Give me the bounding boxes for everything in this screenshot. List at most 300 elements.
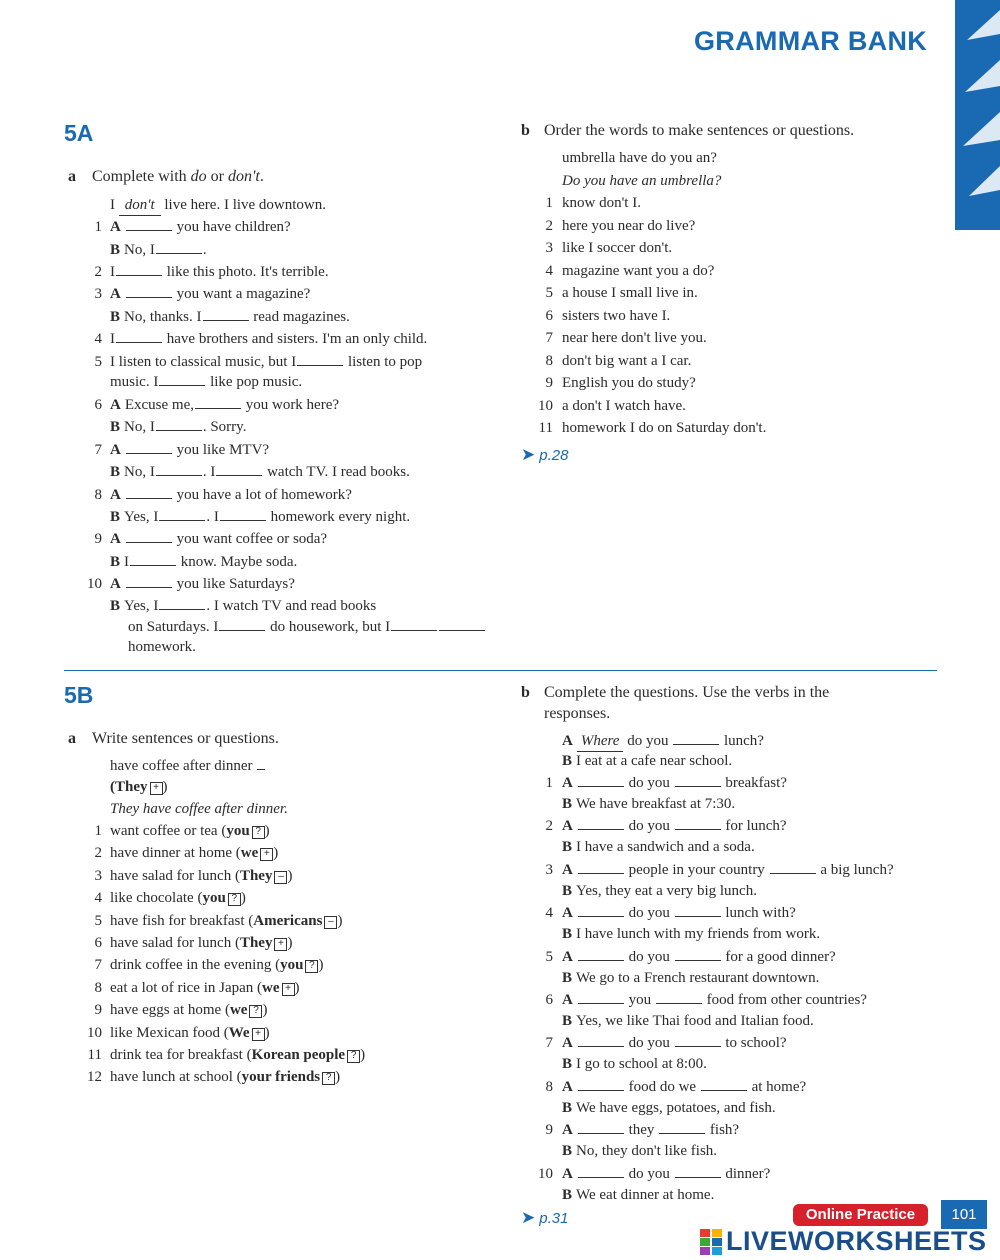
line-text: like this photo. It's terrible. bbox=[163, 264, 329, 280]
sign-box: ? bbox=[228, 893, 241, 906]
page-number: 101 bbox=[941, 1200, 987, 1229]
item-number: 9 bbox=[545, 375, 553, 391]
exercise-line bbox=[562, 794, 735, 814]
line-text: We have breakfast at 7:30. bbox=[576, 796, 736, 812]
speaker-label: B bbox=[110, 309, 121, 325]
item-number: 2 bbox=[94, 264, 102, 280]
item-number: 1 bbox=[94, 219, 102, 235]
answer-blank[interactable] bbox=[578, 1077, 624, 1091]
sign-box: ? bbox=[249, 1005, 262, 1018]
line-text: for lunch? bbox=[721, 818, 787, 835]
line-text: food from other countries? bbox=[702, 992, 867, 1008]
speaker-label: A bbox=[562, 905, 573, 922]
exercise-letter: b bbox=[521, 684, 530, 701]
speaker-label: B bbox=[562, 882, 573, 899]
line-text: Yes, we like Thai food and Italian food. bbox=[576, 1013, 814, 1029]
item-number: 7 bbox=[545, 330, 553, 346]
exercise-line: here you near do live? bbox=[562, 217, 696, 234]
line-text: lunch with? bbox=[721, 905, 796, 922]
exercise-line: have eggs at home (we ? ) bbox=[110, 1002, 268, 1019]
speaker-label: B bbox=[562, 1056, 573, 1073]
subject-word: your friends bbox=[241, 1069, 321, 1086]
answer-blank[interactable] bbox=[578, 1033, 624, 1047]
line-text: No, they don't like fish. bbox=[576, 1143, 718, 1160]
answer-blank[interactable] bbox=[195, 395, 241, 409]
sign-box: + bbox=[274, 938, 287, 951]
exercise-line: English you do study? bbox=[562, 375, 696, 391]
line-text: read magazines. bbox=[249, 309, 350, 325]
example-answer: They have coffee after dinner. bbox=[110, 801, 288, 817]
exercise-line bbox=[562, 947, 836, 967]
page-reference-link[interactable]: ➤ p.31 bbox=[521, 1208, 569, 1227]
item-number: 1 bbox=[94, 823, 102, 839]
exercise-line bbox=[562, 990, 867, 1010]
answer-blank[interactable] bbox=[156, 240, 202, 254]
line-text: I have lunch with my friends from work. bbox=[576, 926, 821, 943]
answer-blank[interactable] bbox=[391, 617, 437, 631]
speaker-label: B bbox=[110, 509, 121, 525]
exercise-line: have fish for breakfast (Americans – ) bbox=[110, 912, 343, 929]
exercise-instruction-line1: Complete the questions. Use the verbs in the bbox=[544, 684, 830, 701]
item-number: 10 bbox=[538, 397, 553, 414]
line-text: a big lunch? bbox=[816, 861, 894, 878]
sign-box: – bbox=[274, 871, 287, 884]
item-number: 3 bbox=[94, 286, 102, 302]
subject-word: They bbox=[239, 935, 273, 951]
exercise-line bbox=[110, 284, 310, 304]
answer-blank[interactable] bbox=[159, 596, 205, 610]
item-number: 10 bbox=[538, 1165, 553, 1182]
exercise-line: have dinner at home (we + ) bbox=[110, 845, 279, 862]
line-text: do you bbox=[624, 1035, 670, 1052]
answer-blank[interactable] bbox=[578, 860, 624, 874]
line-text: We eat dinner at home. bbox=[576, 1186, 715, 1203]
line-text: . I bbox=[206, 509, 219, 525]
line-text: like chocolate bbox=[110, 890, 198, 907]
answer-blank[interactable] bbox=[675, 903, 721, 917]
answer-blank[interactable] bbox=[578, 947, 624, 961]
speaker-label: A bbox=[110, 531, 121, 547]
sign-box: + bbox=[252, 1028, 265, 1041]
line-text: fish? bbox=[706, 1122, 740, 1139]
exercise-line: have salad for lunch (They + ) bbox=[110, 935, 293, 951]
speaker-label: A bbox=[110, 442, 121, 458]
line-text: do you bbox=[624, 905, 670, 922]
item-number: 9 bbox=[94, 1002, 102, 1019]
speaker-label: B bbox=[562, 926, 573, 943]
line-text: music. I bbox=[110, 374, 159, 390]
answer-blank[interactable] bbox=[675, 1164, 721, 1178]
line-text: you want coffee or soda? bbox=[172, 531, 328, 547]
line-text: have salad for lunch bbox=[110, 935, 235, 951]
exercise-line bbox=[562, 924, 820, 944]
line-text: do you bbox=[624, 1165, 670, 1182]
answer-blank[interactable] bbox=[130, 552, 176, 566]
item-number: 10 bbox=[87, 576, 102, 592]
line-text: I bbox=[124, 554, 130, 570]
exercise-line: like chocolate (you ? ) bbox=[110, 890, 246, 907]
example-words: have coffee after dinner bbox=[110, 756, 266, 776]
example-a-line: A Where do you lunch? bbox=[562, 731, 764, 752]
speaker-label: B bbox=[110, 242, 121, 258]
answer-blank[interactable] bbox=[219, 617, 265, 631]
corner-ribbon-decoration bbox=[955, 0, 1000, 230]
item-number: 5 bbox=[545, 948, 553, 965]
exercise-letter: a bbox=[68, 730, 76, 747]
item-number: 8 bbox=[545, 1078, 553, 1095]
answer-blank[interactable] bbox=[578, 1120, 624, 1134]
speaker-label: A bbox=[562, 1122, 573, 1139]
exercise-line bbox=[110, 352, 422, 372]
line-text: know. Maybe soda. bbox=[177, 554, 298, 570]
speaker-label: B bbox=[110, 419, 121, 435]
line-text: have brothers and sisters. I'm an only child. bbox=[163, 331, 428, 347]
line-text: I have a sandwich and a soda. bbox=[576, 839, 755, 856]
example-b-line: B I eat at a cafe near school. bbox=[562, 753, 733, 769]
answer-blank[interactable] bbox=[216, 462, 262, 476]
item-number: 4 bbox=[545, 905, 553, 922]
item-number: 6 bbox=[545, 307, 553, 324]
exercise-line bbox=[562, 1011, 814, 1031]
answer-blank[interactable] bbox=[675, 1033, 721, 1047]
line-text: No, I bbox=[124, 419, 155, 435]
exercise-line bbox=[562, 837, 755, 857]
item-number: 3 bbox=[94, 867, 102, 884]
exercise-line bbox=[110, 329, 427, 349]
line-text: like pop music. bbox=[206, 374, 303, 390]
item-number: 2 bbox=[94, 845, 102, 862]
example-words: umbrella have do you an? bbox=[562, 150, 717, 166]
subject-word: you bbox=[226, 823, 250, 839]
exercise-line bbox=[562, 860, 894, 880]
exercise-line bbox=[110, 485, 352, 505]
item-number: 12 bbox=[87, 1069, 102, 1086]
exercise-line bbox=[110, 462, 410, 482]
speaker-label: A bbox=[562, 861, 573, 878]
exercise-instruction: Complete with do or don't. bbox=[92, 168, 264, 185]
line-text: homework. bbox=[128, 639, 196, 655]
exercise-line: have salad for lunch (They – ) bbox=[110, 867, 293, 884]
line-text: eat a lot of rice in Japan bbox=[110, 979, 258, 996]
example-answer: Do you have an umbrella? bbox=[562, 173, 722, 189]
exercise-letter: b bbox=[521, 122, 530, 139]
item-number: 7 bbox=[545, 1035, 553, 1052]
speaker-label: A bbox=[110, 487, 121, 503]
line-text: I go to school at 8:00. bbox=[576, 1056, 707, 1073]
item-number: 9 bbox=[545, 1122, 553, 1139]
item-number: 1 bbox=[545, 775, 553, 791]
speaker-label: A bbox=[110, 219, 121, 235]
answer-blank[interactable] bbox=[770, 860, 816, 874]
line-text: have eggs at home bbox=[110, 1002, 225, 1019]
line-text: they bbox=[624, 1122, 655, 1139]
subject-word: we bbox=[229, 1002, 248, 1019]
speaker-label: A bbox=[562, 992, 573, 1008]
line-text: have salad for lunch bbox=[110, 867, 235, 884]
answer-blank[interactable] bbox=[159, 372, 205, 386]
answer-blank[interactable] bbox=[675, 947, 721, 961]
answer-blank[interactable] bbox=[578, 816, 624, 830]
line-text: . I watch TV and read books bbox=[206, 598, 377, 614]
exercise-line bbox=[562, 1077, 806, 1097]
exercise-line: homework I do on Saturday don't. bbox=[562, 420, 767, 436]
answer-blank[interactable] bbox=[439, 617, 485, 631]
answer-blank[interactable] bbox=[126, 485, 172, 499]
exercise-line bbox=[110, 262, 329, 282]
item-number: 6 bbox=[94, 397, 102, 413]
line-text: Excuse me, bbox=[124, 397, 194, 413]
speaker-label: A bbox=[110, 397, 121, 413]
line-text: Yes, I bbox=[124, 598, 159, 614]
speaker-label: A bbox=[562, 948, 573, 965]
item-number: 7 bbox=[94, 442, 102, 458]
exercise-line: know don't I. bbox=[562, 195, 641, 211]
item-number: 8 bbox=[94, 487, 102, 503]
exercise-line: like Mexican food (We + ) bbox=[110, 1024, 270, 1041]
exercise-line: don't big want a I car. bbox=[562, 352, 692, 369]
answer-blank[interactable] bbox=[220, 507, 266, 521]
line-text: I bbox=[110, 264, 115, 280]
exercise-line bbox=[562, 903, 796, 923]
line-text: to school? bbox=[721, 1035, 787, 1052]
exercise-line bbox=[110, 217, 291, 237]
exercise-line bbox=[110, 596, 376, 616]
line-text: I bbox=[110, 331, 115, 347]
section-title-5a: 5A bbox=[64, 120, 94, 146]
exercise-line: magazine want you a do? bbox=[562, 262, 715, 279]
line-text: people in your country bbox=[624, 861, 765, 878]
example-line: I don't live here. I live downtown. bbox=[110, 195, 326, 216]
line-text: watch TV. I read books. bbox=[263, 464, 410, 480]
item-number: 2 bbox=[545, 217, 553, 234]
sign-box: ? bbox=[347, 1050, 360, 1063]
speaker-label: B bbox=[562, 1013, 573, 1029]
answer-blank[interactable] bbox=[701, 1077, 747, 1091]
line-text: you like MTV? bbox=[172, 442, 270, 458]
line-text: Yes, they eat a very big lunch. bbox=[576, 882, 757, 899]
line-text: you have children? bbox=[172, 219, 291, 235]
subject-word: Americans bbox=[253, 912, 323, 929]
sign-box: + bbox=[260, 848, 273, 861]
exercise-line bbox=[562, 1098, 776, 1118]
speaker-label: A bbox=[562, 1165, 573, 1182]
exercise-line bbox=[110, 440, 269, 460]
answer-blank[interactable] bbox=[675, 816, 721, 830]
speaker-label: B bbox=[110, 554, 121, 570]
answer-blank[interactable] bbox=[578, 990, 624, 1004]
exercise-line: have lunch at school (your friends ? ) bbox=[110, 1069, 341, 1086]
answer-blank[interactable] bbox=[159, 507, 205, 521]
line-text: do housework, but I bbox=[266, 619, 391, 635]
sign-box: ? bbox=[305, 960, 318, 973]
exercise-line bbox=[562, 1033, 787, 1053]
subject-word: you bbox=[280, 957, 304, 974]
liveworksheets-brand[interactable]: LIVEWORKSHEETS bbox=[726, 1226, 987, 1256]
line-text: listen to pop bbox=[344, 354, 423, 370]
section-divider bbox=[64, 670, 937, 671]
line-text: food do we bbox=[624, 1078, 697, 1095]
exercise-instruction: Order the words to make sentences or questions. bbox=[544, 122, 855, 139]
line-text: . bbox=[202, 242, 207, 258]
speaker-label: A bbox=[110, 576, 121, 592]
line-text: do you bbox=[624, 818, 670, 835]
exercise-line: like I soccer don't. bbox=[562, 240, 673, 256]
exercise-line bbox=[110, 507, 410, 527]
line-text: you have a lot of homework? bbox=[172, 487, 352, 503]
line-text: drink tea for breakfast bbox=[110, 1047, 247, 1063]
speaker-label: B bbox=[562, 1186, 573, 1203]
sign-box: + bbox=[282, 983, 295, 996]
answer-blank[interactable] bbox=[659, 1120, 705, 1134]
item-number: 6 bbox=[545, 992, 553, 1008]
exercise-line bbox=[562, 773, 787, 793]
item-number: 7 bbox=[94, 957, 102, 974]
item-number: 4 bbox=[545, 262, 553, 279]
item-number: 4 bbox=[94, 331, 102, 347]
speaker-label: B bbox=[562, 1099, 573, 1116]
sign-box: ? bbox=[322, 1072, 335, 1085]
speaker-label: B bbox=[562, 839, 573, 856]
online-practice-badge[interactable]: Online Practice bbox=[793, 1204, 928, 1226]
subject-word: you bbox=[202, 890, 226, 907]
answer-blank[interactable] bbox=[578, 903, 624, 917]
item-number: 3 bbox=[545, 240, 553, 256]
subject-word: Korean people bbox=[251, 1047, 346, 1063]
line-text: for a good dinner? bbox=[721, 948, 836, 965]
line-text: No, I bbox=[124, 242, 155, 258]
exercise-line bbox=[562, 968, 819, 988]
answer-blank[interactable] bbox=[156, 462, 202, 476]
answer-blank[interactable] bbox=[297, 352, 343, 366]
item-number: 1 bbox=[545, 195, 553, 211]
line-text: want coffee or tea bbox=[110, 823, 222, 839]
answer-blank[interactable] bbox=[656, 990, 702, 1004]
item-number: 6 bbox=[94, 935, 102, 951]
exercise-line bbox=[110, 529, 327, 549]
exercise-line bbox=[562, 816, 787, 836]
exercise-letter: a bbox=[68, 168, 76, 185]
example-subject: (They + ) bbox=[110, 779, 168, 795]
exercise-line: sisters two have I. bbox=[562, 307, 671, 324]
exercise-line bbox=[110, 552, 297, 572]
answer-blank[interactable] bbox=[156, 417, 202, 431]
line-text: at home? bbox=[747, 1078, 807, 1095]
line-text: dinner? bbox=[721, 1165, 771, 1182]
line-text: do you bbox=[624, 775, 670, 791]
item-number: 5 bbox=[545, 285, 553, 301]
exercise-line bbox=[128, 637, 196, 657]
line-text: breakfast? bbox=[721, 775, 787, 791]
item-number: 8 bbox=[94, 979, 102, 996]
item-number: 9 bbox=[94, 531, 102, 547]
section-title-5b: 5B bbox=[64, 682, 94, 708]
line-text: like Mexican food bbox=[110, 1024, 224, 1041]
answer-blank[interactable] bbox=[116, 262, 162, 276]
exercise-line bbox=[110, 395, 339, 415]
exercise-line: near here don't live you. bbox=[562, 330, 707, 346]
answer-blank[interactable] bbox=[126, 284, 172, 298]
speaker-label: A bbox=[562, 775, 573, 791]
item-number: 11 bbox=[538, 420, 553, 436]
line-text: do you bbox=[624, 948, 670, 965]
line-text: have fish for breakfast bbox=[110, 912, 249, 929]
exercise-line bbox=[110, 372, 302, 392]
line-text: have dinner at home bbox=[110, 845, 236, 862]
exercise-line bbox=[562, 1164, 770, 1184]
subject-word: we bbox=[262, 979, 280, 996]
exercise-line: drink coffee in the evening (you ? ) bbox=[110, 957, 324, 974]
answer-blank[interactable] bbox=[126, 217, 172, 231]
item-number: 3 bbox=[545, 861, 553, 878]
line-text: homework every night. bbox=[266, 509, 411, 525]
exercise-line: a don't I watch have. bbox=[562, 397, 686, 414]
arrow-left-icon: ➤ bbox=[521, 445, 536, 464]
line-text: you like Saturdays? bbox=[172, 576, 295, 592]
exercise-line bbox=[562, 1120, 739, 1140]
line-text: We go to a French restaurant downtown. bbox=[576, 969, 820, 986]
line-text: drink coffee in the evening bbox=[110, 957, 276, 974]
line-text: No, I bbox=[124, 464, 155, 480]
subject-word: They bbox=[239, 867, 273, 884]
speaker-label: B bbox=[110, 464, 121, 480]
exercise-line bbox=[110, 417, 246, 437]
answer-blank[interactable] bbox=[675, 773, 721, 787]
liveworksheets-logo-icon bbox=[700, 1229, 722, 1255]
line-text: We have eggs, potatoes, and fish. bbox=[576, 1099, 776, 1116]
answer-blank[interactable] bbox=[578, 1164, 624, 1178]
arrow-left-icon: ➤ bbox=[521, 1208, 536, 1227]
speaker-label: A bbox=[110, 286, 121, 302]
sign-box: – bbox=[324, 916, 337, 929]
subject-word: We bbox=[228, 1024, 250, 1041]
speaker-label: A bbox=[562, 818, 573, 835]
answer-blank[interactable] bbox=[126, 574, 172, 588]
speaker-label: A bbox=[562, 1078, 573, 1095]
line-text: . I bbox=[202, 464, 216, 480]
exercise-line: eat a lot of rice in Japan (we + ) bbox=[110, 979, 300, 996]
exercise-line bbox=[562, 881, 757, 901]
line-text: No, thanks. I bbox=[124, 309, 202, 325]
item-number: 11 bbox=[87, 1047, 102, 1063]
exercise-line bbox=[562, 1054, 707, 1074]
speaker-label: B bbox=[562, 796, 573, 812]
item-number: 5 bbox=[94, 354, 102, 370]
exercise-instruction-line2: responses. bbox=[544, 705, 611, 722]
answer-blank[interactable] bbox=[116, 329, 162, 343]
line-text: you bbox=[624, 992, 652, 1008]
speaker-label: A bbox=[562, 1035, 573, 1052]
speaker-label: B bbox=[110, 598, 121, 614]
page-title: GRAMMAR BANK bbox=[694, 26, 928, 56]
answer-blank[interactable] bbox=[126, 529, 172, 543]
exercise-line: want coffee or tea (you ? ) bbox=[110, 823, 270, 839]
item-number: 10 bbox=[87, 1024, 102, 1041]
exercise-line bbox=[110, 240, 207, 260]
item-number: 5 bbox=[94, 912, 102, 929]
exercise-line: a house I small live in. bbox=[562, 285, 698, 301]
line-text: have lunch at school bbox=[110, 1069, 237, 1086]
answer-blank[interactable] bbox=[203, 307, 249, 321]
page-reference-link[interactable]: ➤ p.28 bbox=[521, 445, 569, 464]
answer-blank[interactable] bbox=[126, 440, 172, 454]
item-number: 2 bbox=[545, 818, 553, 835]
exercise-line bbox=[562, 1185, 714, 1205]
exercise-line: drink tea for breakfast (Korean people ? ) bbox=[110, 1047, 366, 1063]
answer-blank[interactable] bbox=[578, 773, 624, 787]
line-text: on Saturdays. I bbox=[128, 619, 219, 635]
exercise-line bbox=[562, 1141, 717, 1161]
speaker-label: B bbox=[562, 969, 573, 986]
